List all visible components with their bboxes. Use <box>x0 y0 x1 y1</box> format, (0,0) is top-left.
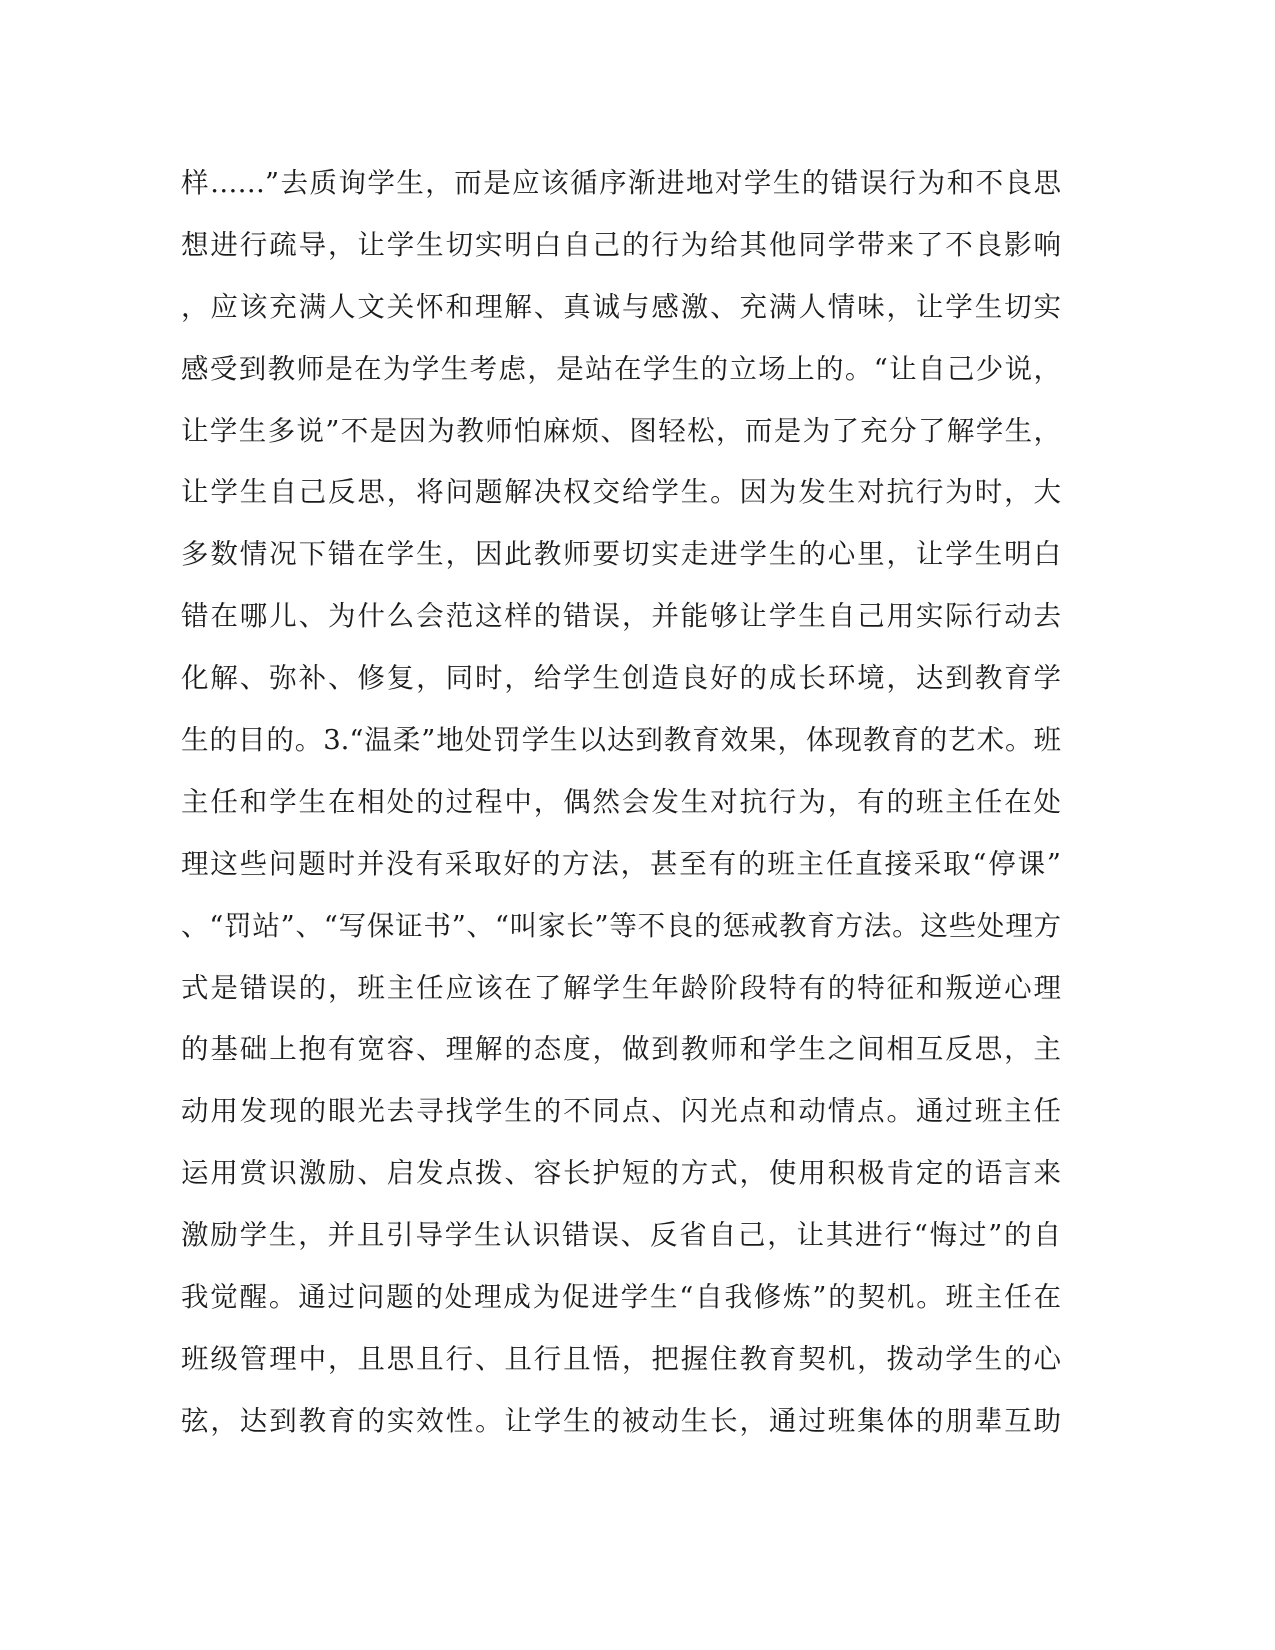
text-line: 、“罚站”、“写保证书”、“叫家长”等不良的惩戒教育方法。这些处理方 <box>181 909 1061 942</box>
text-line: 想进行疏导，让学生切实明白自己的行为给其他同学带来了不良影响 <box>181 228 1061 261</box>
text-line: 理这些问题时并没有采取好的方法，甚至有的班主任直接采取“停课” <box>181 847 1061 880</box>
text-line: 感受到教师是在为学生考虑，是站在学生的立场上的。“让自己少说， <box>181 352 1061 385</box>
text-line: 错在哪儿、为什么会范这样的错误，并能够让学生自己用实际行动去 <box>181 600 1061 633</box>
text-line: ，应该充满人文关怀和理解、真诚与感激、充满人情味，让学生切实 <box>181 290 1061 323</box>
text-line: 化解、弥补、修复，同时，给学生创造良好的成长环境，达到教育学 <box>181 662 1061 695</box>
text-line: 我觉醒。通过问题的处理成为促进学生“自我修炼”的契机。班主任在 <box>181 1281 1061 1314</box>
text-line: 多数情况下错在学生，因此教师要切实走进学生的心里，让学生明白 <box>181 538 1061 571</box>
text-line: 运用赏识激励、启发点拨、容长护短的方式，使用积极肯定的语言来 <box>181 1157 1061 1190</box>
text-line: 主任和学生在相处的过程中，偶然会发生对抗行为，有的班主任在处 <box>181 785 1061 818</box>
text-line: 样……”去质询学生，而是应该循序渐进地对学生的错误行为和不良思 <box>181 167 1061 199</box>
text-line: 的基础上抱有宽容、理解的态度，做到教师和学生之间相互反思，主 <box>181 1033 1061 1066</box>
text-line: 激励学生，并且引导学生认识错误、反省自己，让其进行“悔过”的自 <box>181 1219 1061 1252</box>
text-line: 动用发现的眼光去寻找学生的不同点、闪光点和动情点。通过班主任 <box>181 1095 1061 1128</box>
text-line: 弦，达到教育的实效性。让学生的被动生长，通过班集体的朋辈互助 <box>181 1404 1061 1437</box>
text-line: 让学生多说”不是因为教师怕麻烦、图轻松，而是为了充分了解学生， <box>181 414 1061 447</box>
text-line: 式是错误的，班主任应该在了解学生年龄阶段特有的特征和叛逆心理 <box>181 971 1061 1004</box>
text-line: 班级管理中，且思且行、且行且悟，把握住教育契机，拨动学生的心 <box>181 1342 1061 1375</box>
body-text <box>181 160 1061 1460</box>
text-line: 生的目的。3.“温柔”地处罚学生以达到教育效果，体现教育的艺术。班 <box>181 724 1061 757</box>
text-line: 让学生自己反思，将问题解决权交给学生。因为发生对抗行为时，大 <box>181 476 1061 509</box>
